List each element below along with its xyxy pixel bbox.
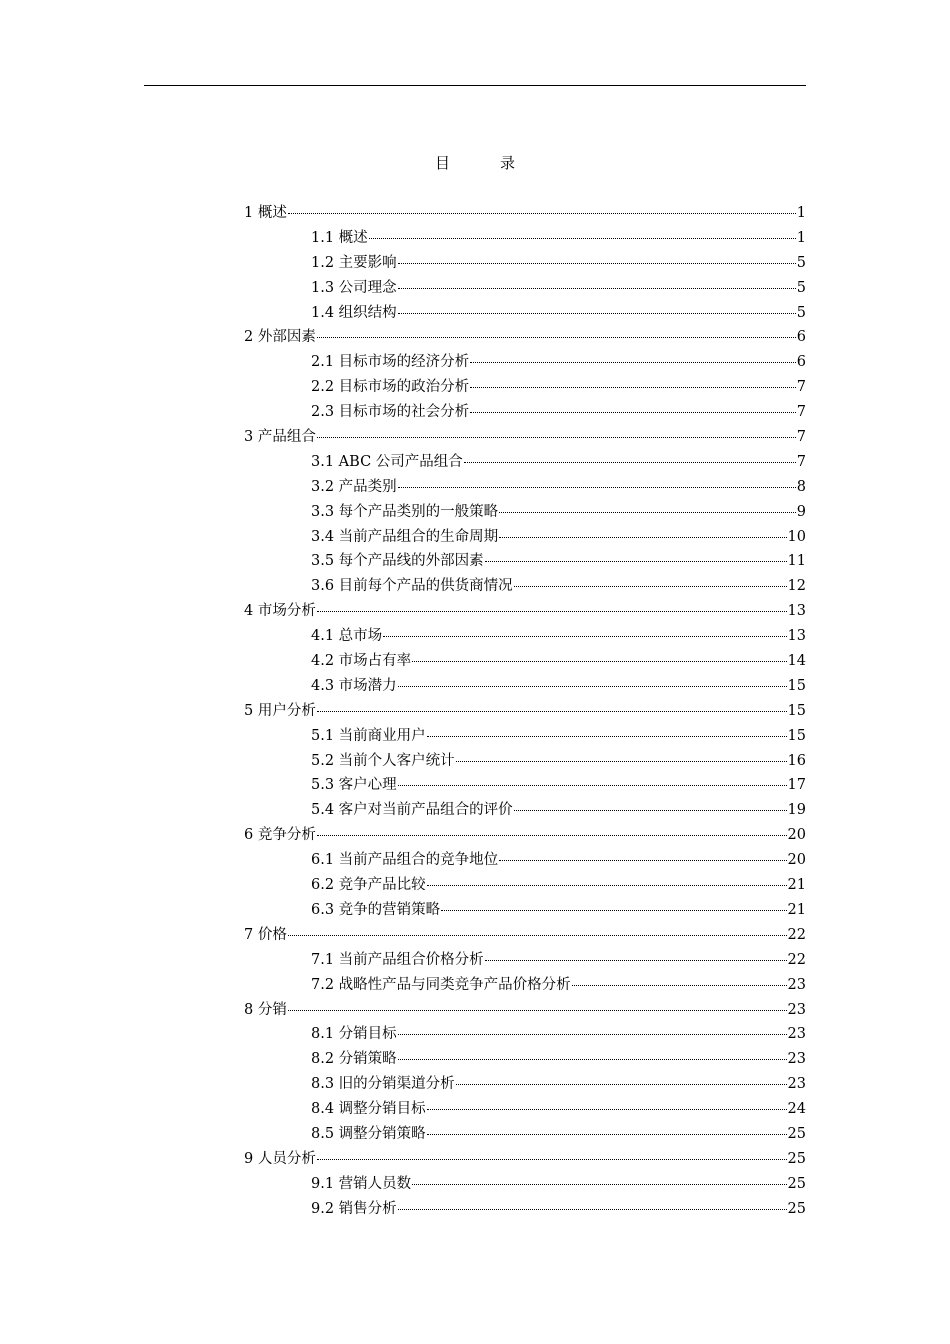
toc-section-entry[interactable] [244,301,806,326]
toc-entry-page: 15 [787,727,806,744]
toc-entry-label: 6.2 竞争产品比较 [311,877,426,894]
toc-section-entry[interactable] [244,226,806,251]
toc-chapter-entry[interactable] [244,325,806,350]
toc-entry-page: 25 [787,1175,806,1192]
toc-dot-leader [398,1059,787,1060]
toc-dot-leader [317,337,796,338]
toc-entry-page: 5 [796,254,806,271]
toc-entry-label: 5.3 客户心理 [311,777,397,794]
toc-dot-leader [398,686,787,687]
toc-dot-leader [317,835,787,836]
toc-entry-page: 17 [787,777,806,794]
toc-entry-label: 9 人员分析 [244,1150,316,1167]
toc-entry-label: 8.1 分销目标 [311,1026,397,1043]
toc-entry-label: 3.1 ABC 公司产品组合 [311,453,463,470]
toc-entry-label: 5.1 当前商业用户 [311,727,426,744]
toc-title-right: 录 [500,154,516,172]
toc-dot-leader [398,1209,787,1210]
toc-entry-page: 23 [787,1051,806,1068]
toc-section-entry[interactable] [244,1047,806,1072]
toc-dot-leader [288,935,787,936]
toc-entry-page: 25 [787,1200,806,1217]
toc-entry-label: 8.5 调整分销策略 [311,1125,426,1142]
toc-entry-page: 7 [796,453,806,470]
toc-entry-label: 8.4 调整分销目标 [311,1101,426,1118]
toc-section-entry[interactable] [244,624,806,649]
toc-entry-label: 3 产品组合 [244,429,316,446]
toc-entry-label: 1.3 公司理念 [311,279,397,296]
toc-section-entry[interactable] [244,574,806,599]
toc-entry-label: 3.5 每个产品线的外部因素 [311,553,484,570]
toc-entry-page: 13 [787,603,806,620]
toc-dot-leader [317,437,796,438]
toc-entry-page: 12 [787,578,806,595]
toc-dot-leader [317,611,787,612]
toc-dot-leader [499,860,786,861]
toc-entry-page: 19 [787,802,806,819]
toc-entry-page: 16 [787,752,806,769]
toc-entry-label: 4.1 总市场 [311,628,383,645]
toc-entry-label: 8.3 旧的分销渠道分析 [311,1076,455,1093]
toc-dot-leader [485,561,787,562]
toc-entry-label: 2.1 目标市场的经济分析 [311,354,470,371]
toc-dot-leader [427,1109,787,1110]
toc-entry-page: 5 [796,279,806,296]
toc-entry-page: 23 [787,976,806,993]
toc-entry-label: 1 概述 [244,205,287,221]
toc-entry-label: 8.2 分销策略 [311,1051,397,1068]
toc-dot-leader [572,985,787,986]
toc-entry-page: 8 [796,478,806,495]
toc-entry-label: 7.1 当前产品组合价格分析 [311,951,484,968]
toc-dot-leader [499,537,786,538]
toc-entry-label: 1.4 组织结构 [311,304,397,321]
toc-entry-page: 11 [787,553,806,570]
header-rule [144,85,806,86]
toc-chapter-entry[interactable] [244,823,806,848]
toc-dot-leader [499,512,796,513]
toc-title [0,152,950,173]
toc-entry-page: 21 [787,877,806,894]
toc-entry-page: 25 [787,1150,806,1167]
toc-entry-page: 7 [796,404,806,421]
toc-entry-label: 9.1 营销人员数 [311,1175,412,1192]
toc-dot-leader [456,761,787,762]
toc-entry-label: 6.1 当前产品组合的竞争地位 [311,852,499,869]
toc-entry-label: 4.3 市场潜力 [311,677,397,694]
toc-dot-leader [398,785,787,786]
toc-dot-leader [398,313,796,314]
toc-section-entry[interactable] [244,749,806,774]
toc-dot-leader [485,960,787,961]
table-of-contents [244,201,806,1222]
toc-dot-leader [456,1084,787,1085]
toc-dot-leader [398,1034,787,1035]
toc-title-left: 目 [434,154,450,172]
toc-section-entry[interactable] [244,350,806,375]
toc-dot-leader [288,213,796,214]
toc-dot-leader [398,288,796,289]
toc-entry-label: 3.3 每个产品类别的一般策略 [311,503,499,520]
toc-dot-leader [317,1159,787,1160]
toc-entry-label: 5.4 客户对当前产品组合的评价 [311,802,513,819]
toc-dot-leader [369,238,796,239]
toc-dot-leader [317,711,787,712]
toc-entry-page: 6 [796,329,806,346]
toc-section-entry[interactable] [244,400,806,425]
toc-section-entry[interactable] [244,1022,806,1047]
toc-section-entry[interactable] [244,724,806,749]
toc-section-entry[interactable] [244,450,806,475]
toc-section-entry[interactable] [244,251,806,276]
toc-entry-page: 20 [787,852,806,869]
toc-section-entry[interactable] [244,848,806,873]
toc-entry-label: 4 市场分析 [244,603,316,620]
toc-entry-label: 7.2 战略性产品与同类竞争产品价格分析 [311,976,571,993]
toc-entry-page: 5 [796,304,806,321]
toc-dot-leader [464,462,796,463]
toc-dot-leader [470,387,796,388]
toc-chapter-entry[interactable] [244,1147,806,1172]
toc-entry-page: 24 [787,1101,806,1118]
toc-section-entry[interactable] [244,1172,806,1197]
toc-entry-page: 21 [787,901,806,918]
toc-chapter-entry[interactable] [244,201,806,226]
toc-entry-page: 22 [787,926,806,943]
toc-dot-leader [412,1184,786,1185]
toc-entry-page: 20 [787,827,806,844]
toc-entry-label: 3.2 产品类别 [311,478,397,495]
toc-entry-label: 5.2 当前个人客户统计 [311,752,455,769]
toc-entry-page: 9 [796,503,806,520]
toc-entry-label: 4.2 市场占有率 [311,653,412,670]
toc-entry-label: 2.2 目标市场的政治分析 [311,379,470,396]
toc-chapter-entry[interactable] [244,923,806,948]
toc-entry-page: 1 [796,205,806,221]
toc-dot-leader [441,910,786,911]
toc-dot-leader [470,362,796,363]
toc-dot-leader [398,263,796,264]
toc-section-entry[interactable] [244,375,806,400]
toc-dot-leader [427,1134,787,1135]
toc-entry-page: 13 [787,628,806,645]
toc-section-entry[interactable] [244,973,806,998]
toc-entry-page: 23 [787,1001,806,1018]
toc-section-entry[interactable] [244,948,806,973]
toc-entry-page: 7 [796,429,806,446]
toc-section-entry[interactable] [244,1122,806,1147]
toc-dot-leader [383,636,786,637]
toc-entry-page: 7 [796,379,806,396]
toc-section-entry[interactable] [244,649,806,674]
toc-entry-page: 6 [796,354,806,371]
toc-section-entry[interactable] [244,873,806,898]
toc-entry-page: 23 [787,1076,806,1093]
toc-section-entry[interactable] [244,1197,806,1222]
toc-section-entry[interactable] [244,1072,806,1097]
toc-entry-label: 1.2 主要影响 [311,254,397,271]
toc-entry-label: 2 外部因素 [244,329,316,346]
toc-chapter-entry[interactable] [244,599,806,624]
toc-dot-leader [412,661,786,662]
toc-section-entry[interactable] [244,549,806,574]
toc-entry-label: 3.4 当前产品组合的生命周期 [311,528,499,545]
toc-entry-page: 15 [787,677,806,694]
toc-entry-page: 15 [787,702,806,719]
toc-entry-page: 25 [787,1125,806,1142]
toc-section-entry[interactable] [244,276,806,301]
toc-entry-page: 10 [787,528,806,545]
toc-section-entry[interactable] [244,475,806,500]
toc-section-entry[interactable] [244,674,806,699]
toc-chapter-entry[interactable] [244,699,806,724]
toc-entry-label: 9.2 销售分析 [311,1200,397,1217]
toc-section-entry[interactable] [244,798,806,823]
toc-entry-label: 1.1 概述 [311,229,368,246]
toc-entry-label: 5 用户分析 [244,702,316,719]
toc-entry-page: 14 [787,653,806,670]
toc-entry-page: 23 [787,1026,806,1043]
toc-entry-label: 7 价格 [244,926,287,943]
toc-entry-label: 2.3 目标市场的社会分析 [311,404,470,421]
toc-section-entry[interactable] [244,525,806,550]
toc-section-entry[interactable] [244,500,806,525]
toc-dot-leader [427,885,787,886]
toc-section-entry[interactable] [244,773,806,798]
toc-dot-leader [470,412,796,413]
toc-dot-leader [288,1010,787,1011]
toc-entry-label: 6.3 竞争的营销策略 [311,901,441,918]
toc-section-entry[interactable] [244,898,806,923]
toc-chapter-entry[interactable] [244,425,806,450]
toc-entry-page: 1 [796,229,806,246]
toc-entry-label: 8 分销 [244,1001,287,1018]
toc-dot-leader [427,736,787,737]
toc-dot-leader [514,586,787,587]
toc-dot-leader [514,810,787,811]
toc-chapter-entry[interactable] [244,998,806,1023]
toc-section-entry[interactable] [244,1097,806,1122]
toc-entry-label: 6 竞争分析 [244,827,316,844]
toc-entry-label: 3.6 目前每个产品的供货商情况 [311,578,513,595]
toc-entry-page: 22 [787,951,806,968]
toc-dot-leader [398,487,796,488]
